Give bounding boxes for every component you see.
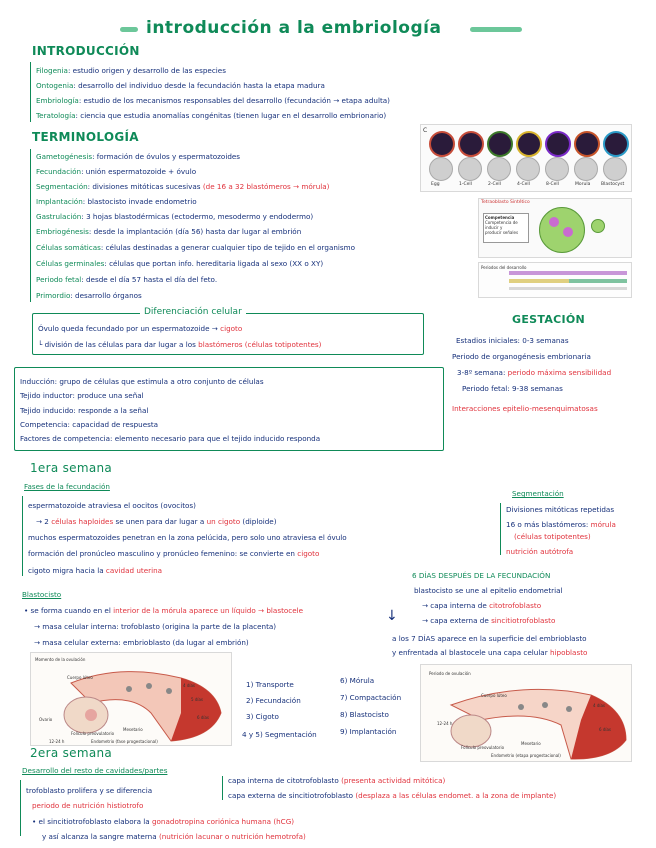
fig-label: 4 días: [593, 703, 606, 708]
term-item: Periodo fetal: desde el día 57 hasta el día del feto.: [36, 275, 218, 284]
fecundation-heading: Fases de la fecundación: [24, 482, 110, 491]
fig-label: Mesetario: [521, 741, 541, 746]
induction-item: Factores de competencia: elemento necesario para que el tejido inducido responda: [20, 434, 321, 443]
fig-label: 6 días: [599, 727, 612, 732]
week2-bracket: [20, 780, 21, 836]
term-item: Embriogénesis: desde la implantación (día 56) hasta dar lugar al embrión: [36, 227, 302, 236]
diagram-box: Competencia Competencia de inducir y producir señales: [483, 213, 529, 243]
term-item: Células germinales: células que portan info. hereditaria ligada al sexo (XX o XY): [36, 259, 324, 268]
stage-label: Egg: [431, 182, 440, 187]
blastocyst-item: • se forma cuando en el interior de la mórula aparece un líquido → blastocele: [24, 606, 304, 615]
gestation-line: 3-8º semana: periodo máxima sensibilidad: [457, 368, 612, 377]
fig-label: Momento de la ovulación: [35, 657, 86, 662]
segmentation-item: Divisiones mitóticas repetidas: [506, 505, 615, 514]
fig-label: Cuerpo lúteo: [67, 675, 93, 680]
stage-cell-image: [429, 131, 455, 157]
stage-cell-photo: [545, 157, 569, 181]
fecundation-step: formación del pronúcleo masculino y pronúcleo femenino: se convierte en cigoto: [28, 549, 320, 558]
cell-diff-heading: Diferenciación celular: [140, 307, 246, 317]
step-item: 2) Fecundación: [246, 696, 301, 705]
segmentation-item: nutrición autótrofa: [506, 547, 574, 556]
intro-item: Ontogenia: desarrollo del individuo desde la fecundación hasta la etapa madura: [36, 81, 325, 90]
timeline-bar: [509, 271, 627, 275]
intro-item: Filogenia: estudio origen y desarrollo de las especies: [36, 66, 226, 75]
step-item: 8) Blastocisto: [340, 710, 389, 719]
stage-label: Morula: [575, 182, 591, 187]
week2-item: capa externa de sincitiotrofoblasto (desplaza a las células endomet. a la zona de implante): [228, 791, 557, 800]
gestation-line: Periodo fetal: 9-38 semanas: [462, 384, 563, 393]
segmentation-heading: Segmentación: [512, 489, 564, 498]
fig-label: Cuerpo lúteo: [481, 693, 507, 698]
week1-heading: 1era semana: [30, 461, 113, 475]
figure-side-label: C: [423, 127, 428, 134]
fig-label: 12-24 h: [437, 721, 453, 726]
induction-item: Tejido inductor: produce una señal: [20, 391, 144, 400]
week2-item: trofoblasto prolifera y se diferencia: [26, 786, 153, 795]
fecundation-step: espermatozoide atraviesa el oocitos (ovocitos): [28, 501, 196, 510]
induction-item: Inducción: grupo de células que estimula a otro conjunto de células: [20, 377, 264, 386]
week2-item: • el sincitiotrofoblasto elabora la gonadotropina coriónica humana (hCG): [32, 817, 295, 826]
diagram-title: Tetraoblasto Sintético: [481, 200, 530, 205]
fig-label: 4 días: [183, 683, 196, 688]
step-item: 6) Mórula: [340, 676, 375, 685]
diagram-cell-small: [563, 227, 573, 237]
induction-diagram: [478, 198, 632, 258]
embryo-stages-figure: [420, 124, 632, 192]
implantation-figure-left: [30, 652, 232, 746]
week2-item: capa interna de citotrofoblasto (presenta actividad mitótica): [228, 776, 446, 785]
cell-diff-line2: └ división de las células para dar lugar a los blastómeros (células totipotentes): [38, 340, 322, 349]
gestation-line: Estadios iniciales: 0-3 semanas: [456, 336, 569, 345]
stage-label: 4-Cell: [517, 182, 530, 187]
fecundation-step: → 2 células haploides se unen para dar lugar a un cigoto (diploide): [36, 517, 277, 526]
term-item: Gametogénesis: formación de óvulos y espermatozoides: [36, 152, 241, 161]
gestation-heading: GESTACIÓN: [512, 313, 586, 326]
fecundation-step: cigoto migra hacia la cavidad uterina: [28, 566, 163, 575]
stage-label: 2-Cell: [488, 182, 501, 187]
step-item: 9) Implantación: [340, 727, 397, 736]
term-item: Gastrulación: 3 hojas blastodérmicas (ectodermo, mesodermo y endodermo): [36, 212, 314, 221]
week2-item: periodo de nutrición histiotrofo: [32, 801, 144, 810]
fig-label: Ovario: [39, 717, 53, 722]
six-days-item: y enfrentada al blastocele una capa celular hipoblasto: [392, 648, 588, 657]
diagram-cells: [539, 207, 585, 253]
six-days-item: → capa interna de citotrofoblasto: [422, 601, 542, 610]
diagram-cell-small: [549, 217, 559, 227]
term-item: Primordio: desarrollo órganos: [36, 291, 142, 300]
six-days-item: → capa externa de sincitiotrofoblasto: [422, 616, 556, 625]
gestation-line: Periodo de organogénesis embrionaria: [452, 352, 591, 361]
page-title: introducción a la embriología: [146, 18, 442, 38]
segmentation-bracket: [500, 503, 501, 555]
stage-cell-photo: [603, 157, 627, 181]
fig-label: 6 días: [197, 715, 210, 720]
title-bar-right: [470, 27, 522, 32]
week2-heading: 2era semana: [30, 746, 113, 760]
week2-subheading: Desarrollo del resto de cavidades/partes: [22, 766, 168, 775]
cell-diff-line1: Óvulo queda fecundado por un espermatozoide → cigoto: [38, 324, 243, 333]
stage-cell-photo: [429, 157, 453, 181]
fig-label: Periodo de ovulación: [429, 671, 471, 676]
induction-item: Tejido inducido: responde a la señal: [20, 406, 149, 415]
stage-label: 8-Cell: [546, 182, 559, 187]
stage-cell-photo: [458, 157, 482, 181]
fig-label: Endometrio (fase progestacional): [91, 739, 158, 744]
stage-cell-photo: [487, 157, 511, 181]
fig-label: Endometrio (etapa progestacional): [491, 753, 561, 758]
step-item: 4 y 5) Segmentación: [242, 730, 317, 739]
term-item: Segmentación: divisiones mitóticas sucesivas (de 16 a 32 blastómeros → mórula): [36, 182, 330, 191]
title-bar-left: [120, 27, 138, 32]
terminology-heading: TERMINOLOGÍA: [32, 130, 139, 144]
fig-label: Folículo preovulatorio: [71, 731, 115, 736]
intro-item: Embriología: estudio de los mecanismos responsables del desarrollo (fecundación → etapa adulta): [36, 96, 390, 105]
blastocyst-item: → masa celular interna: trofoblasto (origina la parte de la placenta): [34, 622, 277, 631]
stage-cell-photo: [516, 157, 540, 181]
stage-cell-image: [603, 131, 629, 157]
stage-cell-image: [516, 131, 542, 157]
timeline-bar: [509, 287, 627, 290]
fig-label: Folículo preovulatorio: [461, 745, 505, 750]
fig-label: 5 días: [191, 697, 204, 702]
blastocyst-item: → masa celular externa: embrioblasto (da lugar al embrión): [34, 638, 249, 647]
implantation-figure-right: [420, 664, 632, 762]
blastocyst-heading: Blastocisto: [22, 590, 62, 599]
step-item: 3) Cigoto: [246, 712, 279, 721]
segmentation-item: (células totipotentes): [514, 532, 591, 541]
six-days-item: blastocisto se une al epitelio endometrial: [414, 586, 563, 595]
step-item: 7) Compactación: [340, 693, 402, 702]
stage-cell-image: [487, 131, 513, 157]
fig-label: Mesetario: [123, 727, 143, 732]
segmentation-item: 16 o más blastómeros: mórula: [506, 520, 616, 529]
term-item: Células somáticas: células destinadas a generar cualquier tipo de tejido en el organismo: [36, 243, 356, 252]
stage-cell-image: [545, 131, 571, 157]
intro-bracket: [30, 62, 31, 122]
term-item: Implantación: blastocisto invade endometrio: [36, 197, 197, 206]
development-timeline: [478, 262, 632, 298]
six-days-heading: 6 DÍAS DESPUÉS DE LA FECUNDACIÓN: [412, 571, 551, 580]
six-days-item: a los 7 DÍAS aparece en la superficie del embrioblasto: [392, 634, 587, 643]
week2-item: y así alcanza la sangre materna (nutrición lacunar o nutrición hemotrofa): [42, 832, 306, 841]
fecundation-bracket: [22, 496, 23, 576]
timeline-bar: [569, 279, 627, 283]
intro-item: Teratología: ciencia que estudia anomalías congénitas (tienen lugar en el desarrollo embrionario): [36, 111, 387, 120]
timeline-bar: [509, 279, 569, 283]
fig-label: 12-24 h: [49, 739, 65, 744]
step-item: 1) Transporte: [246, 680, 294, 689]
diagram-cell-small: [591, 219, 605, 233]
fecundation-step: muchos espermatozoides penetran en la zona pelúcida, pero solo uno atraviesa el óvulo: [28, 533, 347, 542]
stage-cell-image: [574, 131, 600, 157]
down-arrow-icon: ↓: [386, 608, 398, 624]
stage-label: Blastocyst: [601, 182, 625, 187]
intro-heading: INTRODUCCIÓN: [32, 44, 140, 58]
stage-cell-image: [458, 131, 484, 157]
induction-item: Competencia: capacidad de respuesta: [20, 420, 159, 429]
stage-cell-photo: [574, 157, 598, 181]
stage-label: 1-Cell: [459, 182, 472, 187]
term-item: Fecundación: unión espermatozoide + óvulo: [36, 167, 197, 176]
implantation-illustration-2: [421, 665, 631, 761]
terminology-bracket: [30, 149, 31, 302]
week2-split-bracket: [222, 776, 223, 800]
gestation-interactions: Interacciones epitelio-mesenquimatosas: [452, 404, 598, 413]
timeline-label: Periodos del desarrollo: [481, 265, 527, 270]
